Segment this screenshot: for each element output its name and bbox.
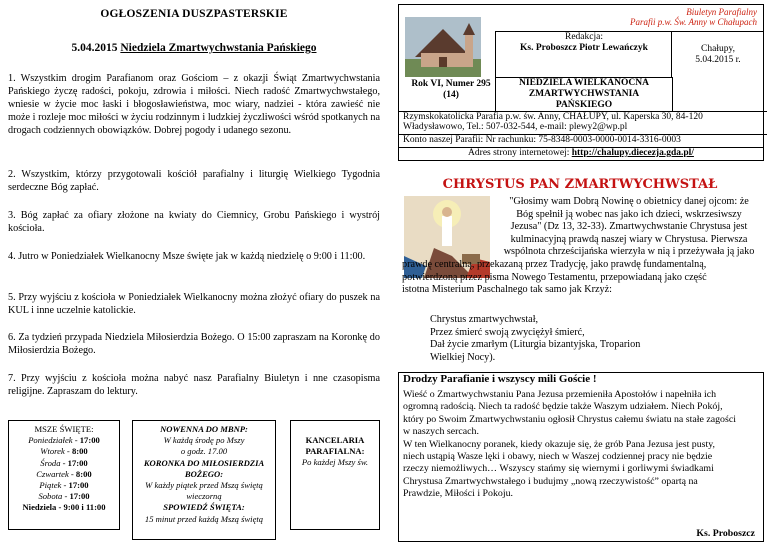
mass-day: Środa - <box>40 457 68 468</box>
sunday-date: 5.04.2015 <box>71 42 121 54</box>
poem-line: Przez śmierć swoją zwyciężył śmierć, <box>430 326 585 338</box>
issue-number: Rok VI, Numer 295 <box>411 79 491 89</box>
mass-day: Poniedziałek - <box>28 435 80 446</box>
signature: Ks. Proboszcz <box>696 528 755 539</box>
edition-2: ZMARTWYCHWSTANIA <box>528 89 640 99</box>
announcement-5: 5. Przy wyjściu z kościoła w Poniedziałek Wielkanocny można złożyć ofiary do puszek na KUL i inne uczelnie katolickie. <box>8 292 380 316</box>
announcement-6: 6. Za tydzień przypada Niedziela Miłosierdzia Bożego. O 15:00 zapraszam na Koronkę do Miłosierdzia Bożego. <box>8 332 380 356</box>
office-hours: Po każdej Mszy św. <box>301 457 369 468</box>
poem-line: Dał życie zmarłym (Liturgia bizantyjska, Troparion <box>430 339 641 351</box>
novena-box <box>132 420 276 540</box>
announcement-2: 2. Wszystkim, którzy przygotowali kościół parafialny i liturgię Wielkiego Tygodnia serdeczne Bóg zapłać. <box>8 169 380 193</box>
announcement-1: 1. Wszystkim drogim Parafianom oraz Gościom – z okazji Świąt Zmartwychwstania Pańskiego życzę radości, pokoju, zdrowia i miłości. Niech radość Zmartwychwstałego, wniesie w życie moc łaski i błogosławieństwa, moc wiary, nadziei - która zawieść nie może i rozleje moc miłości w życiu rodzinnym i ludzkiej życzliwości wśród spotkanych na drogach codziennych obowiązków. Dobrej pogody i udanego sezonu. <box>8 73 380 136</box>
confession-time: 15 minut przed każdą Mszą świętą <box>144 513 264 524</box>
mass-row <box>9 480 119 491</box>
website-link[interactable]: http://chalupy.diecezja.gda.pl/ <box>571 148 694 158</box>
poem-line: Wielkiej Nocy). <box>430 351 496 363</box>
mass-time: 8:00 <box>75 468 92 479</box>
greeting-line: w naszych sercach. <box>403 426 479 438</box>
troparion-poem <box>430 314 750 364</box>
editor-name: Ks. Proboszcz Piotr Lewańczyk <box>520 43 648 53</box>
quote-paragraph <box>496 196 762 259</box>
greeting-line: rzeczy niemożliwych… Wszyscy stańmy się wiernymi i gorliwymi świadkami <box>403 463 714 475</box>
address-1: Rzymskokatolicka Parafia p.w. św. Anny, CHAŁUPY, ul. Kaperska 30, 84-120 <box>399 111 767 123</box>
bank-account: Konto naszej Parafii: Nr rachunku: 75-8348-0003-0000-0014-3316-0003 <box>399 134 767 146</box>
announcement-3: 3. Bóg zapłać za ofiary złożone na kwiaty do Ciemnicy, Grobu Pańskiego i wystrój kościoła. <box>8 210 380 234</box>
quote-line: Bóg spełnił ją wobec nas jako ich dzieci, wskrzesiwszy <box>516 208 742 220</box>
novena-title: NOWENNA DO MBNP: <box>160 424 248 434</box>
place-date: 5.04.2015 r. <box>695 55 741 65</box>
bulletin-title-1: Biuletyn Parafialny <box>686 7 757 17</box>
mass-row <box>9 435 119 446</box>
mass-time: 17:00 <box>79 435 100 446</box>
bulletin-header <box>398 4 764 161</box>
sunday-title <box>8 42 380 55</box>
announcement-7: 7. Przy wyjściu z kościoła można nabyć nasz Parafialny Biuletyn i nne czasopisma religijne. Zapraszam do lektury. <box>8 373 380 397</box>
office-title2: PARAFIALNA: <box>305 446 365 457</box>
mass-time: 17:00 <box>68 480 89 491</box>
quote-line: "Głosimy wam Dobrą Nowinę o obietnicy danej ojcom: że <box>509 196 749 207</box>
confession-title: SPOWIEDŹ ŚWIĘTA: <box>163 502 245 513</box>
mass-day: Piątek - <box>39 480 69 491</box>
issue-sub: (14) <box>443 90 459 100</box>
mass-day: Sobota - <box>38 491 70 502</box>
mass-row <box>9 458 119 469</box>
greeting-line: który po Swoim Zmartwychwstaniu ogłosił Chrystus całemu światu na stałe zagości <box>403 413 736 425</box>
greeting-line: ogromną radością. Niech ta radość będzie także Waszym udziałem. Niech Pokój, <box>403 401 723 413</box>
greeting-text <box>403 389 757 501</box>
quote-line: prawdę centralną, przekazaną przez Tradycję, jako prawdę fundamentalną, <box>402 259 707 270</box>
greeting-line: Wieść o Zmartwychwstaniu Pana Jezusa przemieniła Apostołów i napełniła ich <box>403 389 717 400</box>
poem-line: Chrystus zmartwychwstał, <box>430 314 539 325</box>
quote-line: potwierdzoną przez pisma Nowego Testamentu, przepowiadaną jako część <box>402 271 707 283</box>
mass-day: Czwartek - <box>36 468 76 479</box>
place: Chałupy, <box>701 44 735 54</box>
issue-box <box>405 79 497 101</box>
bulletin-title-2: Parafii p.w. Św. Anny w Chałupach <box>629 17 757 27</box>
greeting-line: niech ustąpią Wasze lęki i obawy, niech w Waszej codziennej pracy nie będzie <box>403 451 713 463</box>
announcement-4: 4. Jutro w Poniedziałek Wielkanocny Msze święte jak w każdą niedzielę o 9:00 i 11:00. <box>8 251 366 262</box>
mass-schedule-box <box>8 420 120 530</box>
mass-sunday: Niedziela - 9:00 i 11:00 <box>22 502 106 513</box>
website-label: Adres strony internetowej: <box>468 148 572 158</box>
office-box <box>290 420 380 530</box>
redakcja-label: Redakcja: <box>565 32 603 42</box>
quote-continuation <box>402 259 762 297</box>
quote-line: kulminacyjną prawdą naszej wiary w Chrystusa. Pierwsza <box>510 233 748 245</box>
mass-title: MSZE ŚWIĘTE: <box>34 424 94 434</box>
address-2: Władysławowo, Tel.: 507-032-544, e-mail: plewy2@wp.pl <box>403 122 628 132</box>
quote-line: Jezusa" (Dz 13, 32-33). Zmartwychwstanie Chrystusa jest <box>510 221 748 233</box>
quote-line: istotna Misterium Paschalnego tak samo jak Krzyż: <box>402 284 612 296</box>
mass-row <box>9 469 119 480</box>
editor-box <box>495 31 672 78</box>
mass-row <box>9 446 119 457</box>
bulletin-title <box>399 7 763 27</box>
quote-line: wspólnota chrześcijańska wierzyła w nią i przeżywała ją jako <box>503 246 755 258</box>
novena-line3: W każdy piątek przed Mszą świętą <box>145 480 263 491</box>
novena-line1: W każdą środę po Mszy <box>163 435 245 446</box>
mass-rows <box>9 435 119 502</box>
mass-time: 8:00 <box>71 446 88 457</box>
novena-line4: wieczorną <box>186 491 222 502</box>
greeting-line: W ten Wielkanocny poranek, kiedy okazuje się, że grób Pana Jezusa jest pusty, <box>403 438 716 450</box>
place-box <box>671 31 764 78</box>
article-title: CHRYSTUS PAN ZMARTWYCHWSTAŁ <box>442 177 718 192</box>
announcements-column <box>8 0 386 543</box>
sunday-name: Niedziela Zmartwychwstania Pańskiego <box>120 42 317 54</box>
edition-1: NIEDZIELA WIELKANOCNA <box>519 78 649 88</box>
greeting-title: Drodzy Parafianie i wszyscy mili Goście ! <box>403 373 597 385</box>
mass-row <box>9 491 119 502</box>
edition-3: PAŃSKIEGO <box>555 100 613 110</box>
koronka-line2: BOŻEGO: <box>184 468 224 479</box>
bulletin-column <box>398 0 764 543</box>
edition-box <box>495 77 673 112</box>
novena-line2: o godz. 17.00 <box>180 446 228 457</box>
mass-day: Wtorek - <box>40 446 72 457</box>
schedule-boxes <box>8 413 380 539</box>
koronka-line1: KORONKA DO MIŁOSIERDZIA <box>143 457 265 468</box>
greeting-line: Chrystusa Zmartwychwstałego i budujmy „nową rzeczywistość” opartą na <box>403 475 698 487</box>
mass-time: 17:00 <box>67 457 88 468</box>
office-title1: KANCELARIA <box>305 435 365 445</box>
website-line <box>399 147 763 159</box>
mass-time: 17:00 <box>69 491 90 502</box>
greeting-line: Prawdzie, Miłości i Pokoju. <box>403 488 513 500</box>
announcements-heading: OGŁOSZENIA DUSZPASTERSKIE <box>100 8 288 20</box>
greeting-box <box>398 372 764 542</box>
